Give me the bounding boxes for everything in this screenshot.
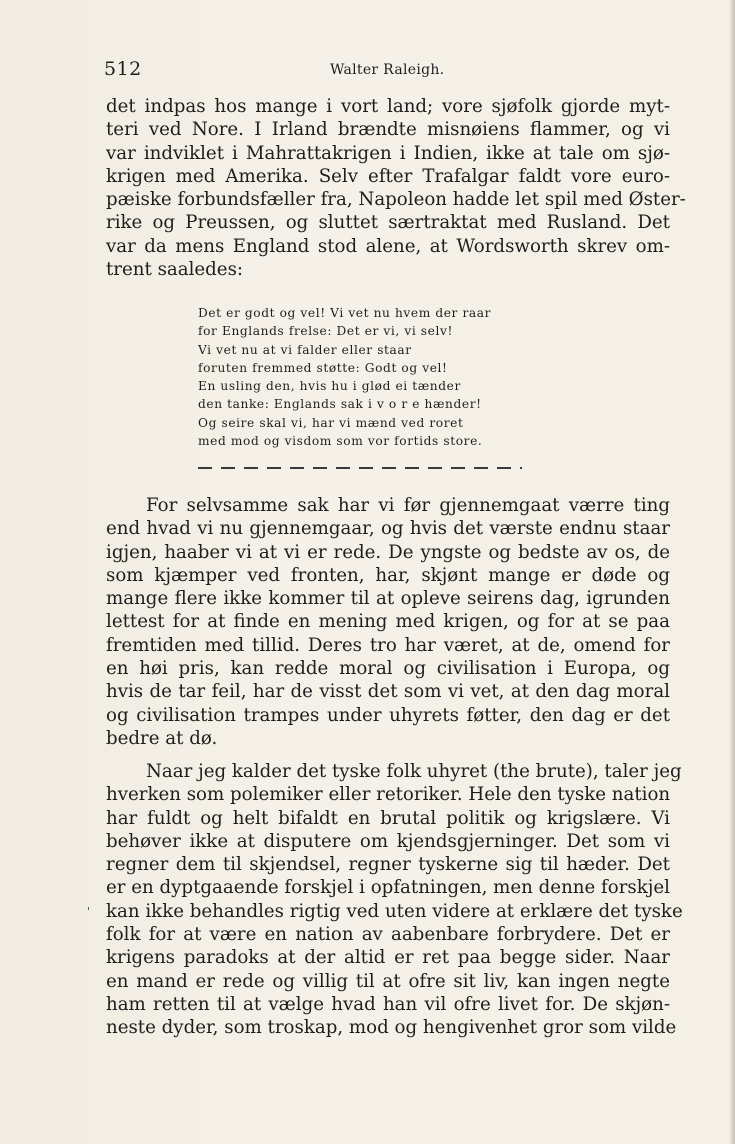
text-line: teri ved Nore. I Irland brændte misnøiens flammer, og vi xyxy=(106,119,670,141)
poem-line: Og seire skal vi, har vi mænd ved roret xyxy=(198,415,464,430)
text-line: kan ikke behandles rigtig ved uten videre at erklære det tyske xyxy=(106,900,683,922)
text-line: behøver ikke at disputere om kjendsgjerninger. Det som vi xyxy=(106,830,670,852)
text-line: som kjæmper ved fronten, har, skjønt mange er døde og xyxy=(106,564,670,586)
text-line: end hvad vi nu gjennemgaar, og hvis det værste endnu staar xyxy=(106,518,670,540)
text-line: var da mens England stod alene, at Wordsworth skrev om- xyxy=(106,235,670,257)
text-line: ham retten til at vælge hvad han vil ofre livet for. De skjøn- xyxy=(106,993,670,1015)
poem-line: for Englands frelse: Det er vi, vi selv! xyxy=(198,324,453,339)
text-line: neste dyder, som troskap, mod og hengivenhet gror som vilde xyxy=(106,1017,677,1039)
page-header xyxy=(104,58,676,88)
page-number: 512 xyxy=(104,58,142,80)
text-line: bedre at dø. xyxy=(106,727,218,749)
paragraph-3 xyxy=(106,760,683,1040)
text-line: var indviklet i Mahrattakrigen i Indien, ikke at tale om sjø- xyxy=(106,142,670,164)
poem-line: Vi vet nu at vi falder eller staar xyxy=(198,342,412,357)
text-line: mange flere ikke kommer til at opleve seirens dag, igrunden xyxy=(106,588,670,610)
poem-line: En usling den, hvis hu i glød ei tænder xyxy=(198,379,461,394)
text-line: er en dyptgaaende forskjel i opfatningen, men denne forskjel xyxy=(106,877,670,899)
poem-separator xyxy=(198,467,522,469)
text-line: krigen med Amerika. Selv efter Trafalgar faldt vore euro- xyxy=(106,165,670,187)
poem-line: foruten fremmed støtte: Godt og vel! xyxy=(198,360,448,375)
text-line: regner dem til skjendsel, regner tyskerne sig til hæder. Det xyxy=(106,854,670,876)
text-line: rike og Preussen, og sluttet særtraktat med Rusland. Det xyxy=(106,212,670,234)
text-line: Naar jeg kalder det tyske folk uhyret (the brute), taler jeg xyxy=(146,761,682,782)
poem-line: den tanke: Englands sak i v o r e hænder! xyxy=(198,397,482,412)
text-line: folk for at være en nation av aabenbare forbrydere. Det er xyxy=(106,924,670,946)
poem-line: Det er godt og vel! Vi vet nu hvem der raar xyxy=(198,306,492,320)
text-line: har fuldt og helt bifaldt en brutal politik og krigslære. Vi xyxy=(106,807,670,829)
text-line: trent saaledes: xyxy=(106,259,244,281)
text-line: krigens paradoks at der altid er ret paa begge sider. Naar xyxy=(106,947,670,969)
text-line: hvis de tar feil, har de visst det som vi vet, at den dag moral xyxy=(106,681,670,703)
running-head: Walter Raleigh. xyxy=(330,62,445,78)
poem-quotation xyxy=(198,304,491,450)
text-line: igjen, haaber vi at vi er rede. De yngste og bedste av os, de xyxy=(106,541,670,563)
text-line: lettest for at finde en mening med krigen, og for at se paa xyxy=(106,611,670,633)
text-line: fremtiden med tillid. Deres tro har været, at de, omend for xyxy=(106,634,670,656)
paragraph-2 xyxy=(106,494,670,750)
margin-mark: ' xyxy=(87,905,91,918)
text-line: det indpas hos mange i vort land; vore sjøfolk gjorde myt- xyxy=(106,96,670,117)
poem-line: med mod og visdom som vor fortids store. xyxy=(198,434,483,449)
page-edge-shadow xyxy=(729,0,735,1144)
text-line: og civilisation trampes under uhyrets føtter, den dag er det xyxy=(106,704,670,726)
paragraph-1 xyxy=(106,95,686,281)
text-line: en høi pris, kan redde moral og civilisation i Europa, og xyxy=(106,658,670,680)
text-line: pæiske forbundsfæller fra, Napoleon hadde let spil med Øster- xyxy=(106,189,686,211)
text-line: hverken som polemiker eller retoriker. Hele den tyske nation xyxy=(106,784,671,806)
text-line: en mand er rede og villig til at ofre sit liv, kan ingen negte xyxy=(106,970,670,992)
text-line: For selvsamme sak har vi før gjennemgaat værre ting xyxy=(146,495,670,516)
